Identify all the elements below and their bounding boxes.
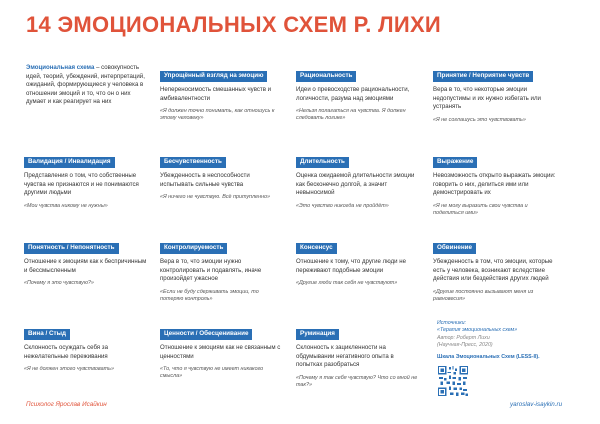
card-duration	[296, 150, 419, 210]
card-label: Рациональность	[296, 71, 356, 82]
card-values	[160, 322, 283, 381]
card-description: Представления о том, что собственные чувства не признаются и не понимаются другими людьми	[24, 172, 139, 197]
card-label: Бесчувственность	[160, 157, 226, 168]
qr-code-icon[interactable]	[438, 366, 468, 396]
intro-definition	[26, 64, 150, 107]
card-label: Контролируемость	[160, 243, 227, 254]
card-guilt-shame	[24, 322, 147, 373]
sources-publisher: (Научная-Пресс, 2020)	[437, 342, 493, 349]
sources-book-title: «Терапия эмоциональных схем»	[437, 327, 518, 334]
card-quote: «Я не соглашусь это чувствовать»	[433, 116, 526, 123]
card-quote: «Если не буду сдерживать эмоции, то потеряю контроль»	[160, 288, 259, 302]
intro-dash: –	[94, 64, 102, 71]
card-description: Непереносимость смешанных чувств и амбивалентности	[160, 86, 272, 102]
card-consensus	[296, 236, 419, 287]
card-label: Принятие / Неприятие чувств	[433, 71, 533, 82]
card-label: Длительность	[296, 157, 349, 168]
card-label: Выражение	[433, 157, 477, 168]
card-quote: «То, что я чувствую не имеет никакого смысла»	[160, 366, 264, 380]
card-rumination	[296, 322, 419, 389]
card-quote: «Другие люди так себя не чувствуют»	[296, 280, 398, 287]
card-simplistic-view	[160, 64, 283, 123]
card-quote: «Почему я это чувствую?»	[24, 280, 94, 287]
card-quote: «Я ничего не чувствую. Всё притупленно»	[160, 194, 270, 201]
sources-block	[437, 320, 577, 361]
website-link[interactable]: yaroslav-isaykin.ru	[510, 401, 563, 408]
card-comprehensibility	[24, 236, 147, 287]
card-acceptance	[433, 64, 556, 124]
card-description: Оценка ожидаемой длительности эмоции как бесконечно долгой, а значит невыносимой	[296, 172, 415, 197]
card-rationality	[296, 64, 419, 123]
card-controllability	[160, 236, 283, 303]
card-quote: «Мои чувства никому не нужны»	[24, 202, 108, 209]
card-quote: «Почему я так себя чувствую? Что со мной не так?»	[296, 374, 418, 388]
card-validation	[24, 150, 147, 210]
card-description: Вера в то, что эмоции нужно контролировать и подавлять, иначе произойдет ужасное	[160, 258, 262, 283]
card-quote: «Я не должен этого чувствовать»	[24, 366, 114, 373]
card-description: Отношение к эмоциям как к беспричинным и бессмысленным	[24, 258, 147, 274]
page-title: 14 ЭМОЦИОНАЛЬНЫХ СХЕМ Р. ЛИХИ	[26, 12, 442, 37]
card-blame	[433, 236, 556, 303]
card-label: Руминация	[296, 329, 339, 340]
card-numbness	[160, 150, 283, 201]
card-description: Невозможность открыто выражать эмоции: говорить о них, делиться ими или демонстрировать их	[433, 172, 556, 197]
card-description: Склонность осуждать себя за нежелательные переживания	[24, 344, 108, 360]
sources-scale-link[interactable]: Шкала Эмоциональных Схем (LESS-II).	[437, 353, 540, 360]
card-description: Вера в то, что некоторые эмоции недопустимы и их нужно избегать или устранять	[433, 86, 541, 111]
sources-author: Автор: Роберт Лихи	[437, 334, 490, 341]
card-quote: «Нельзя полагаться на чувства. Я должен следовать логике»	[296, 108, 406, 122]
author-signature: Психолог Ярослав Исайкин	[26, 401, 107, 408]
card-quote: «Другие постоянно вызывают меня из равновесия»	[433, 288, 534, 302]
card-label: Обвинение	[433, 243, 476, 254]
card-quote: «Я должен точно понимать, как отношусь к этому человеку»	[160, 108, 275, 122]
card-description: Убежденность в том, что эмоции, которые есть у человека, возникают вследствие действия или бездействия других людей	[433, 258, 553, 283]
card-label: Валидация / Инвалидация	[24, 157, 115, 168]
card-description: Отношение к тому, что другие люди не переживают подобные эмоции	[296, 258, 406, 274]
intro-term: Эмоциональная схема	[26, 64, 95, 71]
card-quote: «Я не могу выразить свои чувства и поделиться ими»	[433, 202, 528, 216]
card-label: Понятность / Непонятность	[24, 243, 119, 254]
card-quote: «Это чувство никогда не пройдёт»	[296, 202, 389, 209]
card-description: Отношение к эмоциям как не связанным с ценностями	[160, 344, 281, 360]
card-label: Упрощённый взгляд на эмоцию	[160, 71, 267, 82]
card-description: Идеи о превосходстве рациональности, логичности, разума над эмоциями	[296, 86, 410, 102]
card-label: Консенсус	[296, 243, 337, 254]
card-label: Ценности / Обесценивание	[160, 329, 252, 340]
sources-heading: Источники:	[437, 320, 467, 326]
card-expression	[433, 150, 556, 217]
card-description: Убежденность в неспособности испытывать сильные чувства	[160, 172, 250, 188]
intro-text: совокупность идей, теорий, убеждений, интерпретаций, ожиданий, формирующиеся у человека в отношении эмоций и то, что он о них думает и как реагирует на них	[26, 64, 145, 106]
card-label: Вина / Стыд	[24, 329, 70, 340]
card-description: Склонность к зацикленности на обдумывании негативного опыта в попытках разобраться	[296, 344, 394, 369]
